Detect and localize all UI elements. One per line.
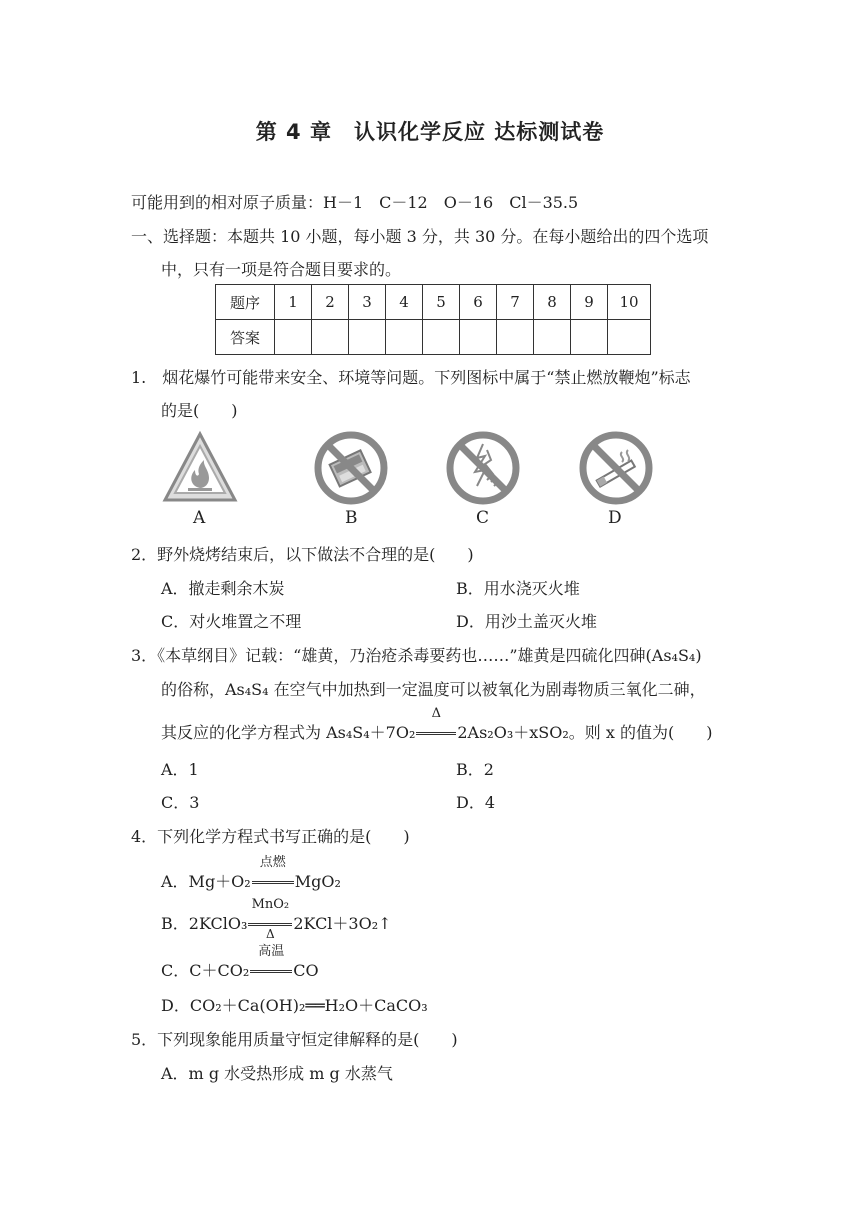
answer-cell[interactable] — [608, 320, 651, 355]
equation-left: 其反应的化学方程式为 As₄S₄＋7O₂ — [161, 723, 416, 742]
option-c-label: C — [476, 508, 490, 528]
equation-right: MgO₂ — [294, 872, 341, 891]
question-3-option-b: B．2 — [456, 760, 494, 779]
answer-table-number: 3 — [349, 285, 386, 320]
option-b-label: B — [345, 508, 358, 528]
answer-table-number: 4 — [386, 285, 423, 320]
answer-table-number: 10 — [608, 285, 651, 320]
question-4-option-b — [161, 897, 392, 941]
question-2-option-b: B．用水浇灭火堆 — [456, 579, 580, 598]
equals-sign — [248, 923, 292, 926]
question-3-equation-line — [161, 706, 713, 743]
answer-cell[interactable] — [423, 320, 460, 355]
condition-high-temp: 高温 — [258, 944, 285, 959]
answer-table-number: 5 — [423, 285, 460, 320]
equation-left: A．Mg＋O₂ — [161, 872, 251, 891]
condition-catalyst: MnO₂ — [251, 897, 290, 912]
answer-table-label: 题序 — [216, 285, 275, 320]
answer-table-header-row — [216, 285, 651, 320]
option-d-label: D — [608, 508, 622, 528]
equation-left: B．2KClO₃ — [161, 914, 248, 933]
answer-table-number: 9 — [571, 285, 608, 320]
question-4-option-d: D．CO₂＋Ca(OH)₂══H₂O＋CaCO₃ — [161, 996, 428, 1015]
reaction-condition — [251, 855, 295, 891]
flammable-warning-icon — [162, 430, 238, 506]
question-3-option-d: D．4 — [456, 793, 496, 812]
no-smoking-icon — [578, 430, 654, 506]
question-5-stem: 5．下列现象能用质量守恒定律解释的是( ) — [131, 1030, 458, 1049]
question-2-stem: 2．野外烧烤结束后，以下做法不合理的是( ) — [131, 545, 474, 564]
question-1-stem-cont: 的是( ) — [161, 401, 238, 420]
answer-table-number: 8 — [534, 285, 571, 320]
equation-left: C．C＋CO₂ — [161, 961, 250, 980]
reaction-condition — [249, 944, 293, 980]
question-3-stem: 3．《本草纲目》记载：“雄黄，乃治疮杀毒要药也……”雄黄是四硫化四砷(As₄S₄) — [131, 646, 702, 665]
question-4-stem: 4．下列化学方程式书写正确的是( ) — [131, 827, 410, 846]
answer-cell[interactable] — [349, 320, 386, 355]
condition-ignite: 点燃 — [259, 855, 286, 870]
answer-table-number: 6 — [460, 285, 497, 320]
answer-table-number: 1 — [275, 285, 312, 320]
equation-right: 2As₂O₃＋xSO₂。则 x 的值为( ) — [457, 723, 713, 742]
answer-table — [215, 284, 651, 355]
option-a-label: A — [193, 508, 206, 528]
condition-heat: Δ — [266, 927, 275, 941]
question-4-option-c — [161, 944, 319, 981]
answer-table-number: 7 — [497, 285, 534, 320]
atomic-mass-note: 可能用到的相对原子质量：H－1 C－12 O－16 Cl－35.5 — [131, 193, 579, 212]
answer-cell[interactable] — [497, 320, 534, 355]
equals-sign — [250, 970, 292, 973]
answer-cell[interactable] — [460, 320, 497, 355]
no-matches-icon — [313, 430, 389, 506]
question-3-option-c: C．3 — [161, 793, 200, 812]
equation-right: 2KCl＋3O₂↑ — [293, 914, 392, 933]
condition-heat: Δ — [431, 706, 442, 721]
equals-sign — [252, 881, 294, 884]
question-4-option-a — [161, 855, 341, 892]
reaction-condition — [247, 897, 293, 941]
answer-cell[interactable] — [534, 320, 571, 355]
question-2-option-a: A．撤走剩余木炭 — [161, 579, 285, 598]
answer-cell[interactable] — [571, 320, 608, 355]
equals-sign — [416, 732, 456, 735]
no-firecrackers-icon — [445, 430, 521, 506]
answer-table-answer-row — [216, 320, 651, 355]
answer-cell[interactable] — [386, 320, 423, 355]
reaction-condition — [415, 706, 457, 742]
question-5-option-a: A．m g 水受热形成 m g 水蒸气 — [161, 1064, 393, 1083]
question-2-option-d: D．用沙土盖灭火堆 — [456, 612, 597, 631]
equation-right: CO — [293, 961, 319, 980]
answer-cell[interactable] — [312, 320, 349, 355]
section-heading-cont: 中，只有一项是符合题目要求的。 — [161, 260, 402, 279]
answer-table-label: 答案 — [216, 320, 275, 355]
page-title: 第 4 章 认识化学反应 达标测试卷 — [255, 120, 605, 144]
question-2-option-c: C．对火堆置之不理 — [161, 612, 302, 631]
question-3-option-a: A．1 — [161, 760, 199, 779]
answer-table-number: 2 — [312, 285, 349, 320]
section-heading: 一、选择题：本题共 10 小题，每小题 3 分，共 30 分。在每小题给出的四个选项 — [131, 227, 709, 246]
answer-cell[interactable] — [275, 320, 312, 355]
question-3-stem-cont: 的俗称，As₄S₄ 在空气中加热到一定温度可以被氧化为剧毒物质三氧化二砷， — [161, 680, 706, 699]
question-1-stem: 1. 烟花爆竹可能带来安全、环境等问题。下列图标中属于“禁止燃放鞭炮”标志 — [131, 368, 691, 387]
